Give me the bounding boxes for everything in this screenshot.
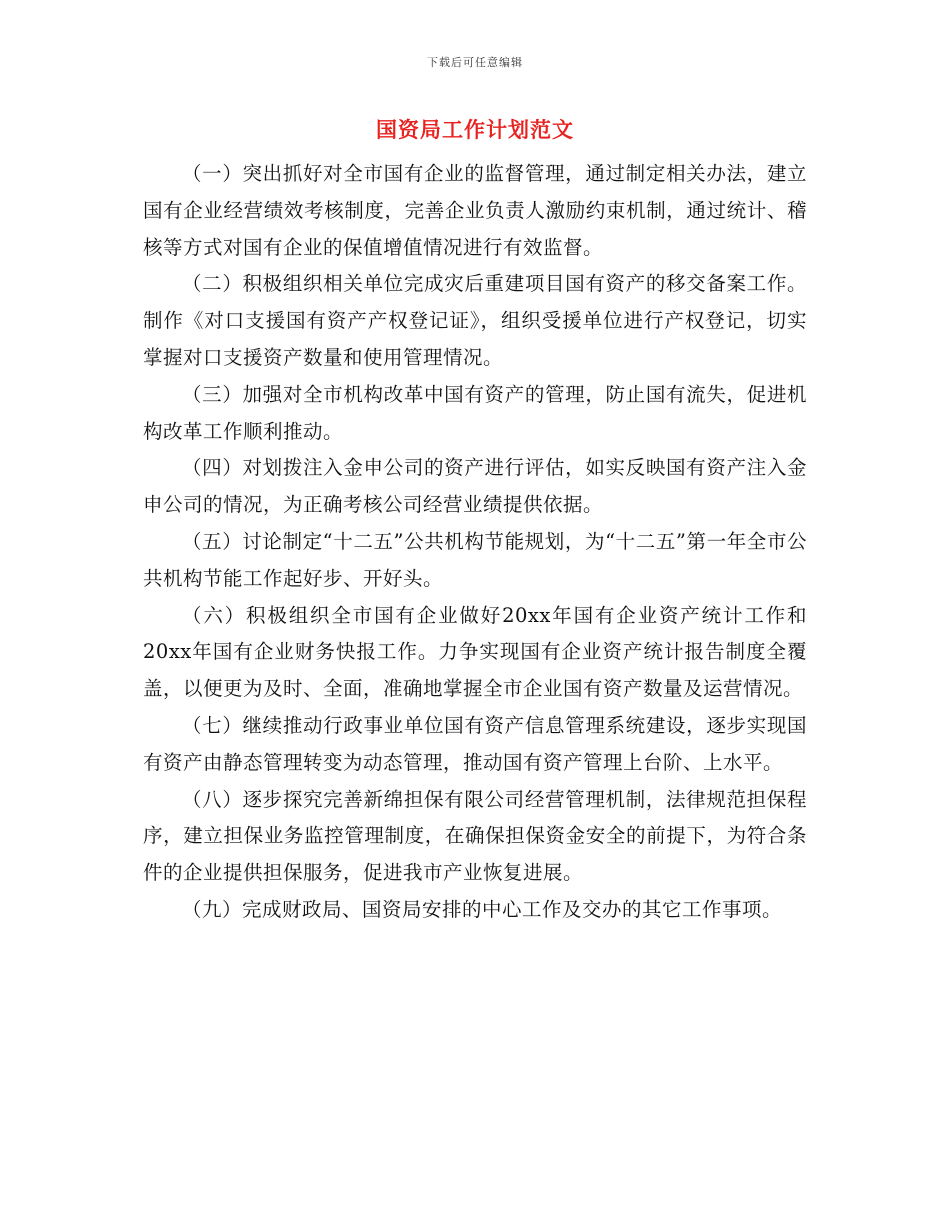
paragraph-7: （七）继续推动行政事业单位国有资产信息管理系统建设，逐步实现国有资产由静态管理转变为动态管理，推动国有资产管理上台阶、上水平。 — [143, 713, 807, 774]
paragraph-8: （八）逐步探究完善新绵担保有限公司经营管理机制，法律规范担保程序，建立担保业务监控管理制度，在确保担保资金安全的前提下，为符合条件的企业提供担保服务，促进我市产业恢复进展。 — [143, 787, 807, 885]
document-body — [143, 156, 807, 929]
paragraph-2: （二）积极组织相关单位完成灾后重建项目国有资产的移交备案工作。制作《对口支援国有资产产权登记证》，组织受援单位进行产权登记，切实掌握对口支援资产数量和使用管理情况。 — [143, 272, 807, 369]
paragraph-6: （六）积极组织全市国有企业做好20xx年国有企业资产统计工作和20xx年国有企业财务快报工作。力争实现国有企业资产统计报告制度全覆盖，以便更为及时、全面，准确地掌握全市企业国有资产数量及运营情况。 — [143, 603, 807, 701]
header-note: 下载后可任意编辑 — [427, 56, 523, 69]
paragraph-1: （一）突出抓好对全市国有企业的监督管理，通过制定相关办法，建立国有企业经营绩效考核制度，完善企业负责人激励约束机制，通过统计、稽核等方式对国有企业的保值增值情况进行有效监督。 — [143, 162, 807, 259]
paragraph-3: （三）加强对全市机构改革中国有资产的管理，防止国有流失，促进机构改革工作顺利推动。 — [143, 382, 807, 443]
paragraph-9: （九）完成财政局、国资局安排的中心工作及交办的其它工作事项。 — [182, 897, 783, 921]
paragraph-5: （五）讨论制定“十二五”公共机构节能规划，为“十二五”第一年全市公共机构节能工作起好步、开好头。 — [143, 529, 807, 590]
paragraph-4: （四）对划拨注入金申公司的资产进行评估，如实反映国有资产注入金申公司的情况，为正确考核公司经营业绩提供依据。 — [143, 456, 807, 517]
document-title: 国资局工作计划范文 — [376, 117, 574, 142]
